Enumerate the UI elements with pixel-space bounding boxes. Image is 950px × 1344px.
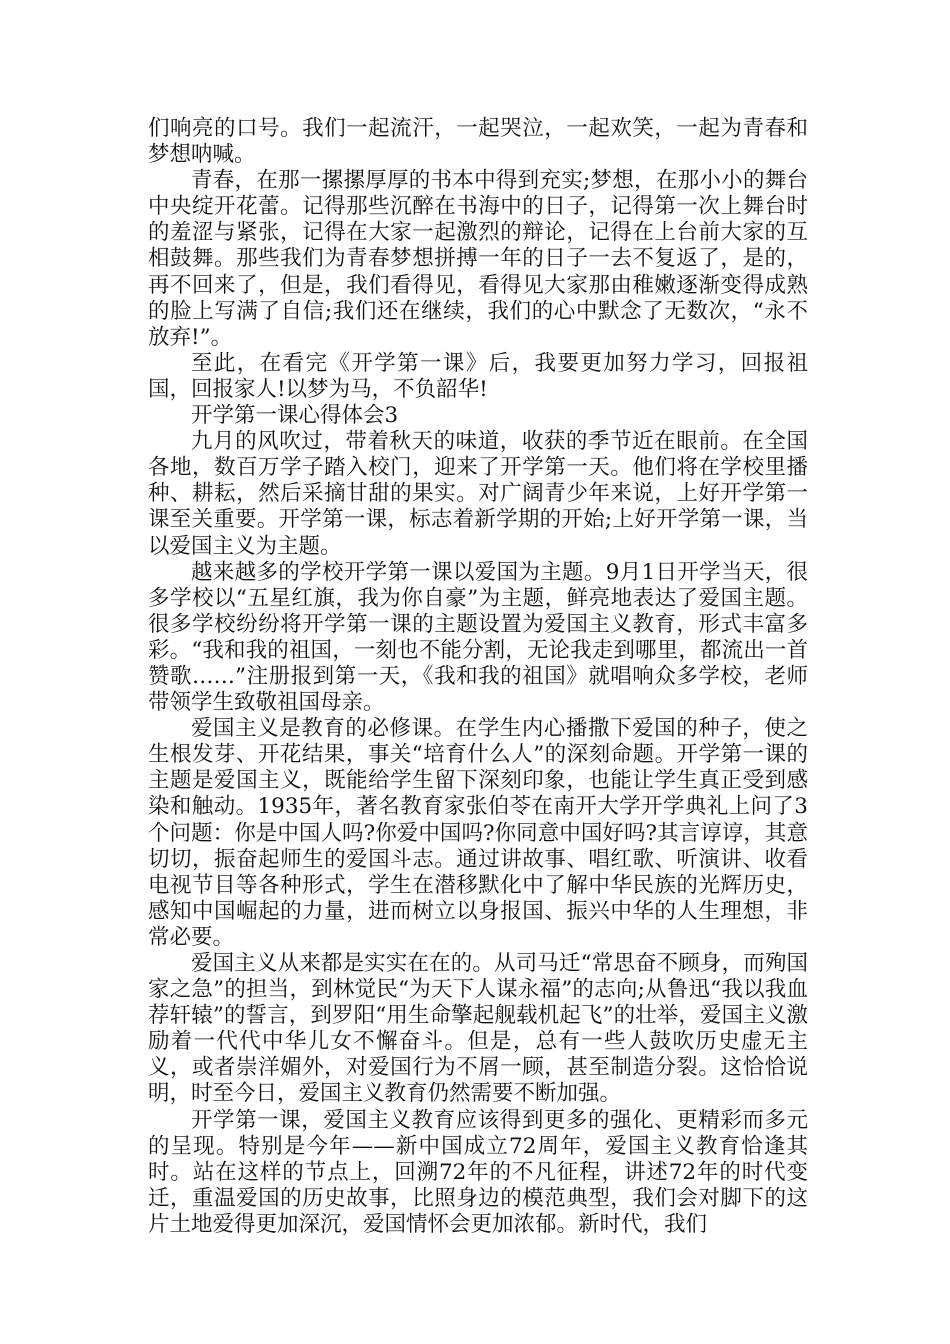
paragraph: 至此，在看完《开学第一课》后，我要更加努力学习，回报祖国，回报家人!以梦为马，不负韶华! xyxy=(148,350,808,402)
paragraph-continuation: 们响亮的口号。我们一起流汗，一起哭泣，一起欢笑，一起为青春和梦想呐喊。 xyxy=(148,116,808,168)
paragraph: 爱国主义是教育的必修课。在学生内心播撒下爱国的种子，使之生根发芽、开花结果，事关“培育什么人”的深刻命题。开学第一课的主题是爱国主义，既能给学生留下深刻印象，也能让学生真正受到感染和触动。1935年，著名教育家张伯苓在南开大学开学典礼上问了3个问题：你是中国人吗?你爱中国吗?你同意中国好吗?其言谆谆，其意切切，振奋起师生的爱国斗志。通过讲故事、唱红歌、听演讲、收看电视节目等各种形式，学生在潜移默化中了解中华民族的光辉历史，感知中国崛起的力量，进而树立以身报国、振兴中华的人生理想，非常必要。 xyxy=(148,716,808,950)
section-heading: 开学第一课心得体会3 xyxy=(191,403,399,429)
paragraph: 开学第一课，爱国主义教育应该得到更多的强化、更精彩而多元的呈现。特别是今年——新中国成立72周年，爱国主义教育恰逢其时。站在这样的节点上，回溯72年的不凡征程，讲述72年的时代变迁，重温爱国的历史故事，比照身边的模范典型，我们会对脚下的这片土地爱得更加深沉，爱国情怀会更加浓郁。新时代，我们 xyxy=(148,1107,808,1237)
paragraph: 爱国主义从来都是实实在在的。从司马迁“常思奋不顾身，而殉国家之急”的担当，到林觉民“为天下人谋永福”的志向;从鲁迅“我以我血荐轩辕”的誓言，到罗阳“用生命擎起舰载机起飞”的壮举，爱国主义激励着一代代中华儿女不懈奋斗。但是，总有一些人鼓吹历史虚无主义，或者崇洋媚外，对爱国行为不屑一顾，甚至制造分裂。这恰恰说明，时至今日，爱国主义教育仍然需要不断加强。 xyxy=(148,951,808,1107)
paragraph: 越来越多的学校开学第一课以爱国为主题。9月1日开学当天，很多学校以“五星红旗，我为你自豪”为主题，鲜亮地表达了爱国主题。很多学校纷纷将开学第一课的主题设置为爱国主义教育，形式丰富多彩。“我和我的祖国，一刻也不能分割，无论我走到哪里，都流出一首赞歌……”注册报到第一天，《我和我的祖国》就唱响众多学校，老师带领学生致敬祖国母亲。 xyxy=(148,559,808,716)
document-page xyxy=(148,116,808,1238)
paragraph: 青春，在那一摞摞厚厚的书本中得到充实;梦想，在那小小的舞台中央绽开花蕾。记得那些沉醉在书海中的日子，记得第一次上舞台时的羞涩与紧张，记得在大家一起激烈的辩论，记得在上台前大家的互相鼓舞。那些我们为青春梦想拼搏一年的日子一去不复返了，是的，再不回来了，但是，我们看得见，看得见大家那由稚嫩逐渐变得成熟的脸上写满了自信;我们还在继续，我们的心中默念了无数次，“永不放弃!”。 xyxy=(148,168,808,350)
paragraph: 九月的风吹过，带着秋天的味道，收获的季节近在眼前。在全国各地，数百万学子踏入校门，迎来了开学第一天。他们将在学校里播种、耕耘，然后采摘甘甜的果实。对广阔青少年来说，上好开学第一课至关重要。开学第一课，标志着新学期的开始;上好开学第一课，当以爱国主义为主题。 xyxy=(148,429,808,559)
